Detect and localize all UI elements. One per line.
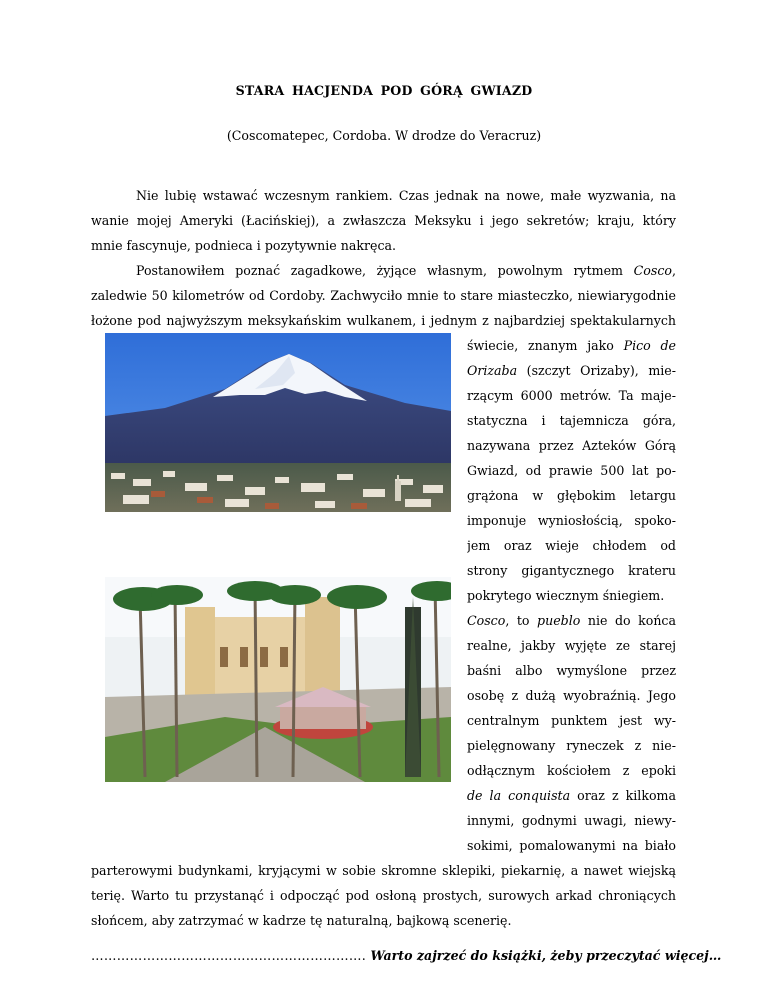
text-line: innymi, godnymi uwagi, niewy- bbox=[467, 813, 676, 828]
read-more-footer bbox=[91, 948, 721, 963]
text-line: odłącznym kościołem z epoki bbox=[467, 763, 676, 778]
text-line: nazywana przez Azteków Górą bbox=[467, 438, 676, 453]
read-more-text: Warto zajrzeć do książki, żeby przeczytać więcej… bbox=[366, 948, 722, 963]
text-line: jem oraz wieje chłodem od bbox=[467, 538, 676, 553]
text-line: świecie, znanym jako Pico de bbox=[467, 338, 676, 353]
pico-de-orizaba-photo bbox=[105, 333, 451, 512]
text-line: Postanowiłem poznać zagadkowe, żyjące własnym, powolnym rytmem Cosco, bbox=[136, 263, 676, 278]
text-line: mnie fascynuje, podnieca i pozytywnie nakręca. bbox=[91, 238, 397, 253]
text-line: pielęgnowany ryneczek z nie- bbox=[467, 738, 676, 753]
text-line: statyczna i tajemnicza góra, bbox=[467, 413, 676, 428]
text-line: słońcem, aby zatrzymać w kadrze tę naturalną, bajkową scenerię. bbox=[91, 913, 512, 928]
text-line: terię. Warto tu przystanąć i odpocząć pod osłoną prostych, surowych arkad chroniących bbox=[91, 888, 676, 903]
document-subtitle: (Coscomatepec, Cordoba. W drodze do Veracruz) bbox=[226, 128, 542, 143]
footer-dots: ………………………………………………………. bbox=[91, 948, 367, 963]
document-title: STARA HACJENDA POD GÓRĄ GWIAZD bbox=[235, 83, 533, 98]
text-line: Gwiazd, od prawie 500 lat po- bbox=[467, 463, 676, 478]
coscomatepec-plaza-photo bbox=[105, 577, 451, 782]
text-line: Orizaba (szczyt Orizaby), mie- bbox=[467, 363, 676, 378]
text-line: sokimi, pomalowanymi na biało bbox=[467, 838, 676, 853]
text-line: grążona w głębokim letargu bbox=[467, 488, 676, 503]
text-line: rzącym 6000 metrów. Ta maje- bbox=[467, 388, 676, 403]
text-line: pokrytego wiecznym śniegiem. bbox=[467, 588, 665, 603]
text-line: zaledwie 50 kilometrów od Cordoby. Zachwyciło mnie to stare miasteczko, niewiarygodnie bbox=[91, 288, 676, 303]
text-line: łożone pod najwyższym meksykańskim wulkanem, i jednym z najbardziej spektakularnych bbox=[91, 313, 676, 328]
text-line: strony gigantycznego krateru bbox=[467, 563, 676, 578]
text-line: centralnym punktem jest wy- bbox=[467, 713, 676, 728]
text-line: parterowymi budynkami, kryjącymi w sobie skromne sklepiki, piekarnię, a nawet wiejską bbox=[91, 863, 676, 878]
text-line: wanie mojej Ameryki (Łacińskiej), a zwłaszcza Meksyku i jego sekretów; kraju, który bbox=[91, 213, 676, 228]
text-line: Cosco, to pueblo nie do końca bbox=[467, 613, 676, 628]
text-line: baśni albo wymyślone przez bbox=[467, 663, 676, 678]
text-line: osobę z dużą wyobraźnią. Jego bbox=[467, 688, 676, 703]
text-line: de la conquista oraz z kilkoma bbox=[467, 788, 676, 803]
text-line: Nie lubię wstawać wczesnym rankiem. Czas jednak na nowe, małe wyzwania, na bbox=[136, 188, 676, 203]
text-line: realne, jakby wyjęte ze starej bbox=[467, 638, 676, 653]
text-line: imponuje wyniosłością, spoko- bbox=[467, 513, 676, 528]
